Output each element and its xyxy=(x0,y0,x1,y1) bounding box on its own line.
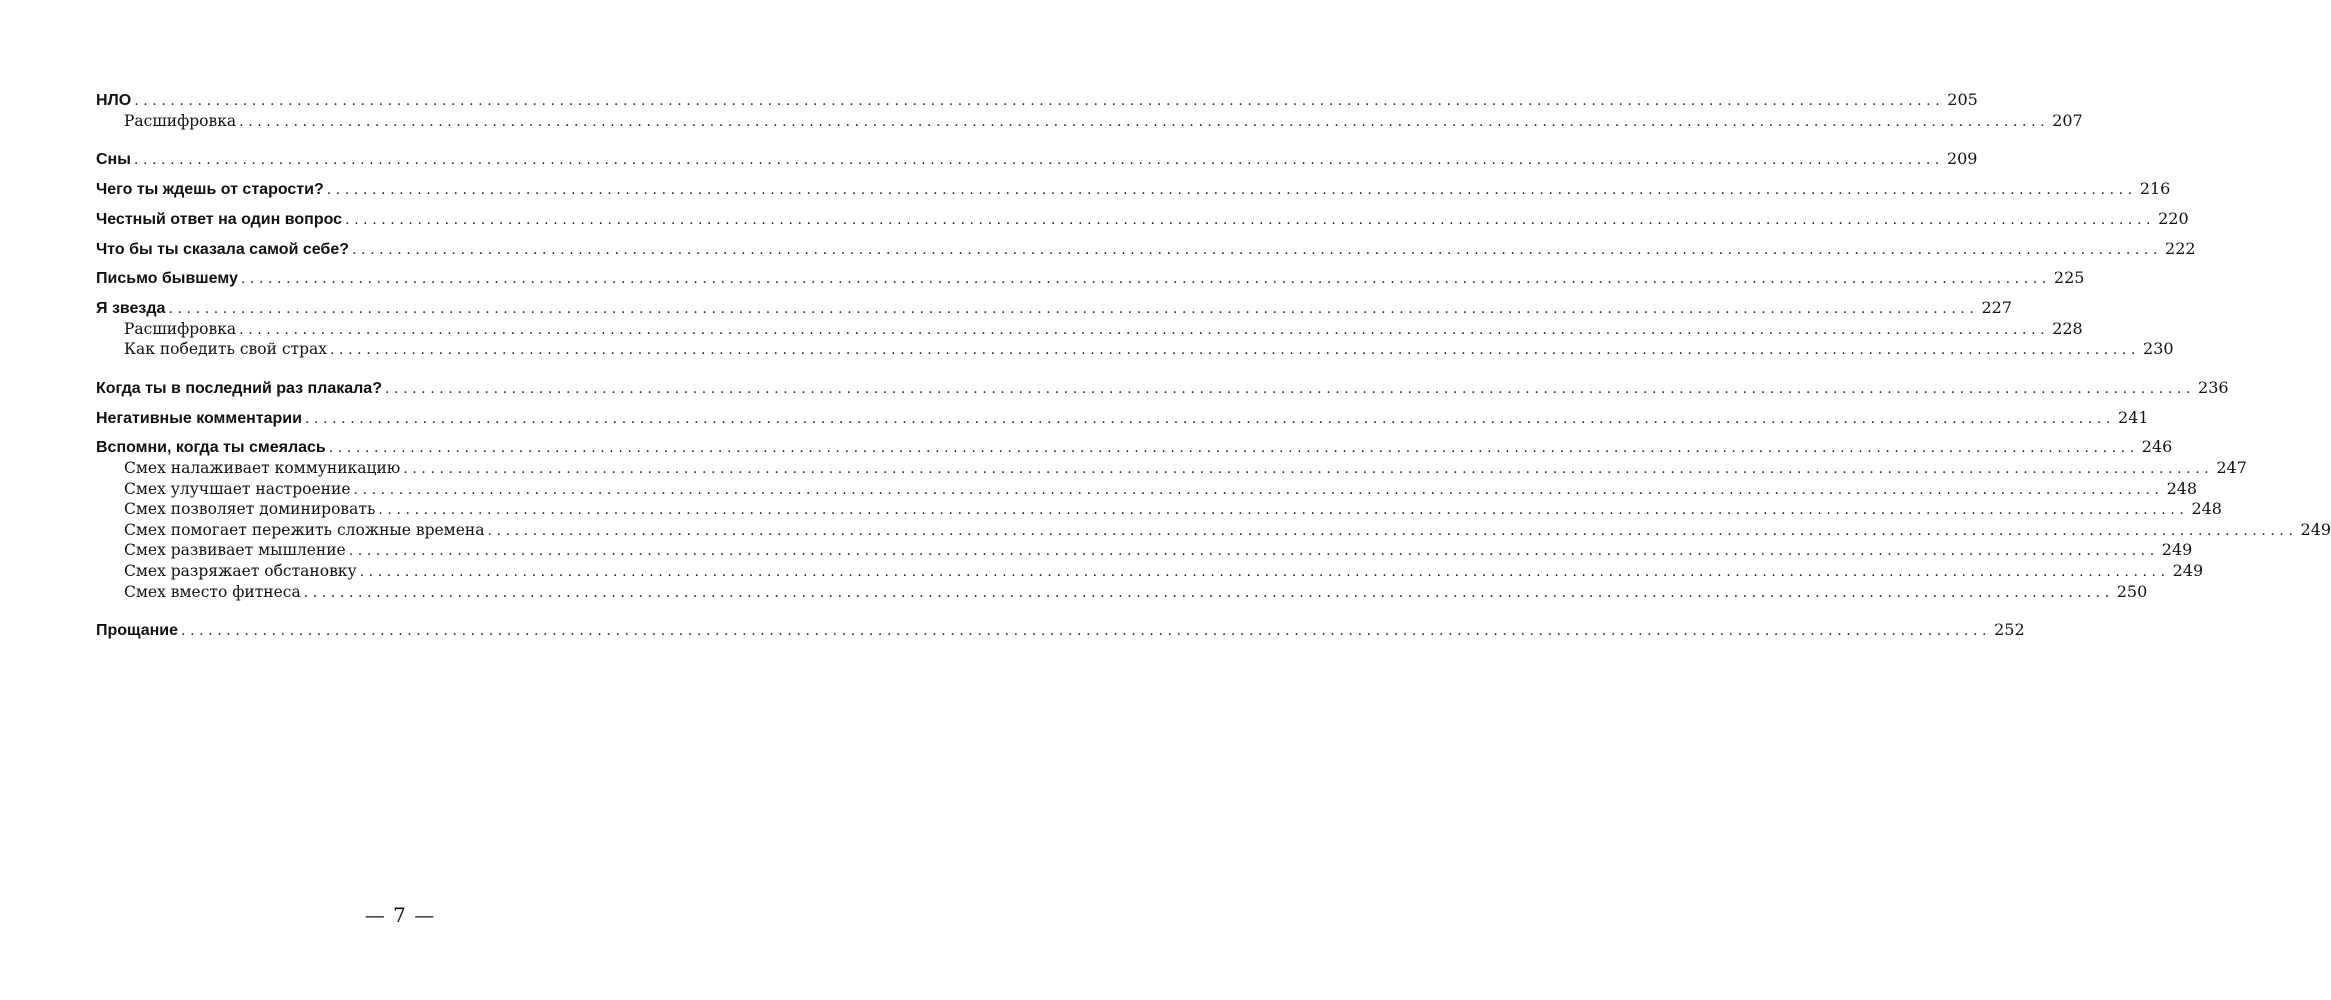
entry-title: Смех развивает мышление xyxy=(124,541,346,560)
toc-chapter-entry xyxy=(96,149,1978,170)
entry-title: Смех вместо фитнеса xyxy=(124,582,301,601)
entry-title: Расшифровка xyxy=(124,319,237,338)
dot-leader: ........................................................................................................................................................................................................ xyxy=(384,380,2196,397)
toc-chapter-entry xyxy=(96,208,2189,230)
toc-chapter-entry xyxy=(96,377,2229,399)
entry-title: Сны xyxy=(96,151,131,169)
dot-leader: ........................................................................................................................................................................................................ xyxy=(304,410,2116,427)
entry-page-number: 230 xyxy=(2143,339,2174,359)
entry-title: Когда ты в последний раз плакала? xyxy=(96,379,382,397)
toc-section-entry xyxy=(96,339,2174,360)
entry-title: Честный ответ на один вопрос xyxy=(96,210,343,228)
dot-leader: ........................................................................................................................................................................................................ xyxy=(330,342,2141,359)
toc-section-entry xyxy=(96,581,2148,603)
toc-chapter-entry xyxy=(96,238,2196,260)
dot-leader: ........................................................................................................................................................................................................ xyxy=(359,564,2170,580)
entry-title: Негативные комментарии xyxy=(96,409,302,427)
entry-page-number: 227 xyxy=(1981,298,2013,318)
entry-page-number: 252 xyxy=(1994,620,2025,640)
toc-section-entry xyxy=(96,519,2331,541)
dot-leader: ........................................................................................................................................................................................................ xyxy=(351,241,2163,258)
entry-title: Смех налаживает коммуникацию xyxy=(124,459,401,478)
table-of-contents xyxy=(96,90,2331,641)
entry-title: Письмо бывшему xyxy=(96,270,238,288)
dot-leader: ........................................................................................................................................................................................................ xyxy=(168,301,1979,318)
dot-leader: ........................................................................................................................................................................................................ xyxy=(326,181,2137,198)
entry-page-number: 241 xyxy=(2118,407,2149,427)
entry-title: НЛО xyxy=(96,92,132,109)
toc-chapter-entry xyxy=(96,407,2149,429)
entry-title: Расшифровка xyxy=(124,111,237,130)
entry-page-number: 248 xyxy=(2166,478,2198,498)
dot-leader: ........................................................................................................................................................................................................ xyxy=(133,152,1944,169)
dot-leader: ........................................................................................................................................................................................................ xyxy=(378,502,2189,519)
entry-title: Смех позволяет доминировать xyxy=(124,500,376,519)
dot-leader: ........................................................................................................................................................................................................ xyxy=(181,623,1992,640)
entry-page-number: 216 xyxy=(2139,178,2171,198)
entry-page-number: 247 xyxy=(2216,458,2247,478)
dot-leader: ........................................................................................................................................................................................................ xyxy=(403,461,2214,478)
dot-leader: ........................................................................................................................................................................................................ xyxy=(328,440,2139,457)
entry-title: Как победить свой страх xyxy=(124,340,327,359)
entry-page-number: 209 xyxy=(1946,149,1978,169)
dot-leader: ........................................................................................................................................................................................................ xyxy=(345,211,2156,228)
toc-section-entry xyxy=(96,110,2083,132)
entry-page-number: 222 xyxy=(2165,238,2196,258)
dot-leader: ........................................................................................................................................................................................................ xyxy=(239,321,2050,338)
entry-page-number: 228 xyxy=(2052,318,2083,338)
entry-title: Смех улучшает настроение xyxy=(124,479,351,498)
toc-chapter-entry xyxy=(96,298,2013,319)
toc-section-entry xyxy=(96,458,2247,479)
entry-page-number: 249 xyxy=(2161,540,2193,560)
toc-chapter-entry xyxy=(96,268,2085,289)
entry-title: Чего ты ждешь от старости? xyxy=(96,180,324,198)
entry-page-number: 249 xyxy=(2300,519,2331,539)
toc-chapter-entry xyxy=(96,620,2025,641)
dot-leader: ........................................................................................................................................................................................................ xyxy=(240,271,2051,288)
page-number: — 7 — xyxy=(364,903,436,927)
entry-page-number: 248 xyxy=(2191,499,2222,519)
toc-section-entry xyxy=(96,478,2198,500)
toc-section-entry xyxy=(96,561,2204,582)
toc-section-entry xyxy=(96,499,2222,520)
entry-title: Смех разряжает обстановку xyxy=(124,562,357,580)
entry-page-number: 220 xyxy=(2158,208,2189,228)
toc-chapter-entry xyxy=(96,90,1978,111)
entry-page-number: 246 xyxy=(2141,437,2173,457)
entry-title: Что бы ты сказала самой себе? xyxy=(96,240,349,258)
entry-page-number: 236 xyxy=(2198,377,2229,397)
toc-chapter-entry xyxy=(96,437,2173,458)
entry-title: Вспомни, когда ты смеялась xyxy=(96,439,326,457)
dot-leader: ........................................................................................................................................................................................................ xyxy=(239,113,2050,130)
entry-title: Прощание xyxy=(96,622,179,640)
dot-leader: ........................................................................................................................................................................................................ xyxy=(487,522,2298,539)
toc-chapter-entry xyxy=(96,178,2171,200)
entry-page-number: 225 xyxy=(2053,268,2085,288)
entry-page-number: 249 xyxy=(2172,561,2204,580)
dot-leader: ........................................................................................................................................................................................................ xyxy=(134,93,1945,109)
entry-page-number: 205 xyxy=(1947,90,1978,109)
entry-page-number: 207 xyxy=(2052,110,2083,130)
dot-leader: ........................................................................................................................................................................................................ xyxy=(353,481,2164,498)
dot-leader: ........................................................................................................................................................................................................ xyxy=(348,543,2159,560)
entry-page-number: 250 xyxy=(2116,581,2148,601)
dot-leader: ........................................................................................................................................................................................................ xyxy=(303,584,2114,601)
toc-section-entry xyxy=(96,318,2083,340)
entry-title: Смех помогает пережить сложные времена xyxy=(124,520,485,539)
toc-section-entry xyxy=(96,540,2193,561)
entry-title: Я звезда xyxy=(96,300,166,318)
